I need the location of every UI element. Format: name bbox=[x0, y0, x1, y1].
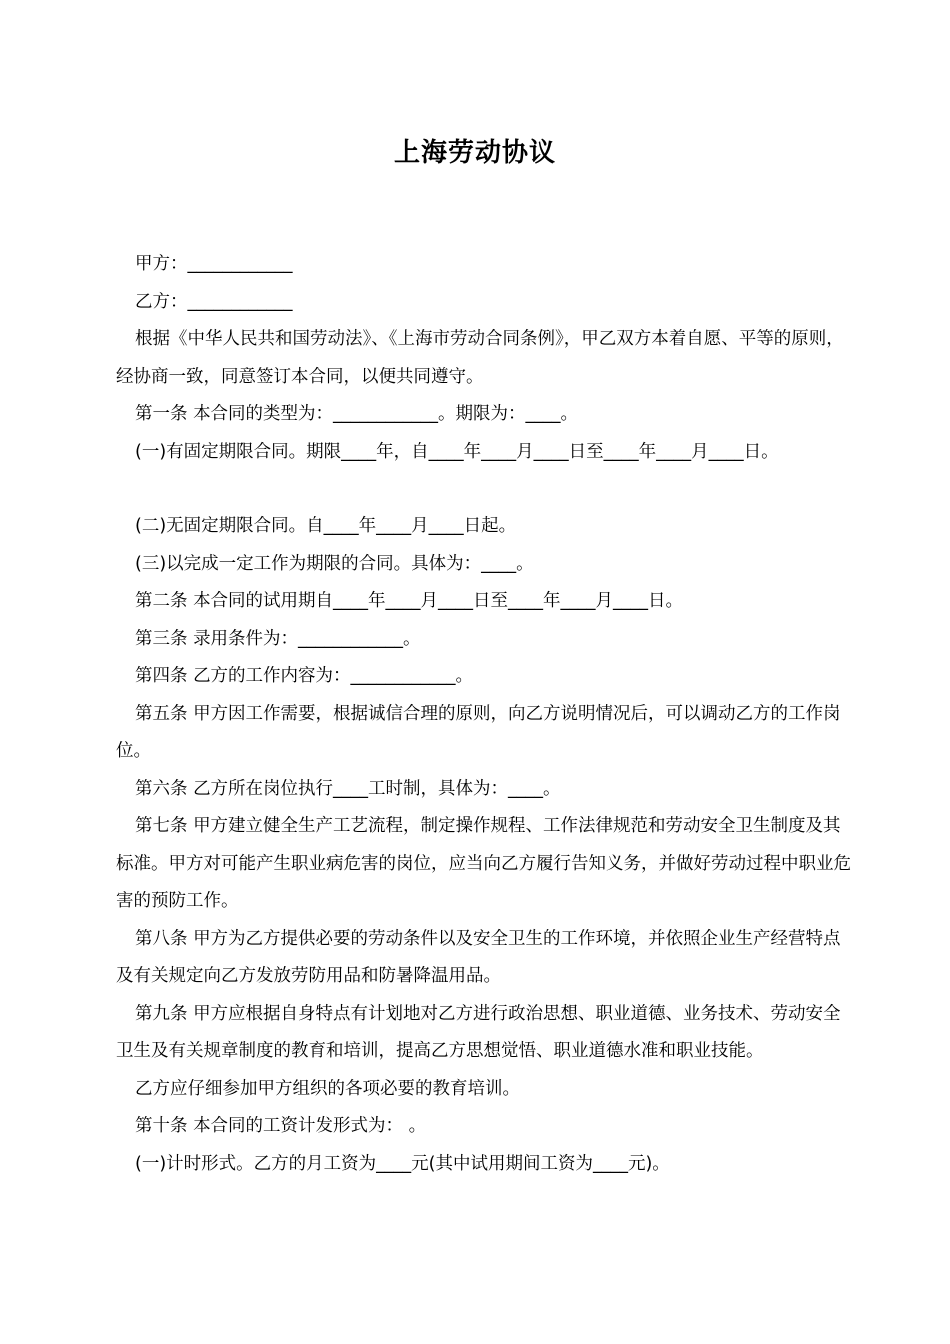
document-body bbox=[116, 246, 856, 1183]
article-6: 第六条 乙方所在岗位执行____工时制，具体为：____。 bbox=[135, 778, 561, 799]
blank-line bbox=[116, 471, 856, 508]
article-10: 第十条 本合同的工资计发形式为： 。 bbox=[135, 1116, 427, 1136]
article-8: 第八条 甲方为乙方提供必要的劳动条件以及安全卫生的工作环境，并依照企业生产经营特点及有关规定向乙方发放劳防用品和防暑降温用品。 bbox=[116, 928, 841, 986]
article-4: 第四条 乙方的工作内容为：____________。 bbox=[135, 666, 474, 686]
article-5: 第五条 甲方因工作需要，根据诚信合理的原则，向乙方说明情况后，可以调动乙方的工作岗位。 bbox=[116, 703, 841, 761]
article-1-item-3: (三)以完成一定工作为期限的合同。具体为：____。 bbox=[135, 553, 534, 574]
preamble-paragraph: 根据《中华人民共和国劳动法》、《上海市劳动合同条例》，甲乙双方本着自愿、平等的原则，经协商一致，同意签订本合同，以便共同遵守。 bbox=[116, 329, 844, 387]
article-2: 第二条 本合同的试用期自____年____月____日至____年____月____日。 bbox=[135, 591, 684, 611]
article-1-item-2: (二)无固定期限合同。自____年____月____日起。 bbox=[135, 516, 517, 536]
article-1-item-1: (一)有固定期限合同。期限____年，自____年____月____日至____年____月____日。 bbox=[135, 441, 779, 462]
party-a-line: 甲方：____________ bbox=[135, 254, 293, 274]
party-b-line: 乙方：____________ bbox=[135, 291, 293, 312]
article-9-training-note: 乙方应仔细参加甲方组织的各项必要的教育培训。 bbox=[135, 1078, 520, 1099]
document-title: 上海劳动协议 bbox=[393, 138, 556, 168]
article-9: 第九条 甲方应根据自身特点有计划地对乙方进行政治思想、职业道德、业务技术、劳动安全卫生及有关规章制度的教育和培训，提高乙方思想觉悟、职业道德水准和职业技能。 bbox=[116, 1003, 841, 1061]
article-3: 第三条 录用条件为：____________。 bbox=[135, 628, 421, 649]
article-10-item-1: (一)计时形式。乙方的月工资为____元(其中试用期间工资为____元)。 bbox=[135, 1153, 670, 1174]
article-7: 第七条 甲方建立健全生产工艺流程，制定操作规程、工作法律规范和劳动安全卫生制度及其标准。甲方对可能产生职业病危害的岗位，应当向乙方履行告知义务，并做好劳动过程中职业危害的预防工作。 bbox=[116, 816, 851, 911]
article-1: 第一条 本合同的类型为：____________。期限为：____。 bbox=[135, 404, 579, 424]
